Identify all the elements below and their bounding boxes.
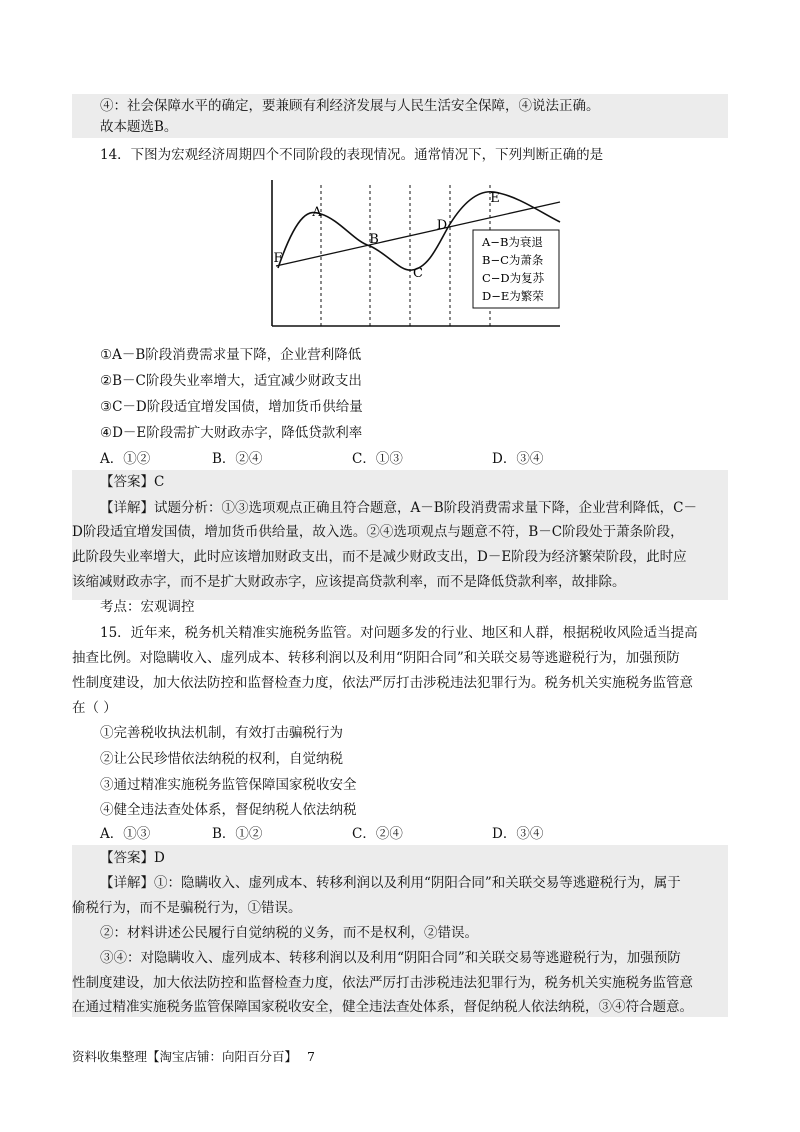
legend-entry-bc: B−C为萧条 <box>482 253 544 267</box>
q15-stem-line-3: 性制度建设，加大依法防控和监督检查力度，依法严厉打击涉税违法犯罪行为。税务机关实施税务监管意 <box>72 675 693 691</box>
q14-option-c: C．①③ <box>352 451 403 467</box>
point-label-d: D <box>436 218 448 233</box>
legend-entry-cd: C−D为复苏 <box>482 271 545 285</box>
q15-statement-3: ③通过精准实施税务监管保障国家税收安全 <box>100 777 357 793</box>
q15-option-b: B．①② <box>212 826 263 842</box>
q15-explain-line-5: 性制度建设，加大依法防控和监督检查力度，依法严厉打击涉税违法犯罪行为，税务机关实施税务监管意 <box>72 975 693 991</box>
q14-explain-line-2: D阶段适宜增发国债，增加货币供给量，故入选。②④选项观点与题意不符，B－C阶段处于萧条阶段， <box>72 524 684 540</box>
q15-stem-line-2: 抽查比例。对隐瞒收入、虚列成本、转移利润以及利用“阴阳合同”和关联交易等逃避税行为，加强预防 <box>72 650 680 666</box>
page-number: 7 <box>307 1049 315 1064</box>
economic-cycle-chart <box>270 180 562 330</box>
q14-option-b: B．②④ <box>212 451 263 467</box>
q15-explain-line-2: 偷税行为，而不是骗税行为，①错误。 <box>72 900 302 916</box>
q14-explain-line-1: 【详解】试题分析：①③选项观点正确且符合题意，A－B阶段消费需求量下降，企业营利降低，C－ <box>100 500 697 516</box>
q15-statement-2: ②让公民珍惜依法纳税的权利，自觉纳税 <box>100 751 343 767</box>
q15-statement-1: ①完善税收执法机制，有效打击骗税行为 <box>100 725 343 741</box>
q15-answer: 【答案】D <box>100 850 165 866</box>
q14-knowledge-point: 考点：宏观调控 <box>100 599 195 615</box>
q15-stem-line-4: 在（ ） <box>72 700 117 716</box>
point-label-a: A <box>312 205 322 220</box>
footer-source: 资料收集整理【淘宝店铺：向阳百分百】 <box>72 1049 298 1064</box>
point-label-f: F <box>273 251 283 266</box>
point-label-c: C <box>413 266 423 281</box>
legend-entry-de: D−E为繁荣 <box>482 289 544 303</box>
point-label-b: B <box>369 232 379 247</box>
q14-statement-2: ②B－C阶段失业率增大，适宜减少财政支出 <box>100 373 362 389</box>
q14-statement-4: ④D－E阶段需扩大财政赤字，降低贷款利率 <box>100 425 363 441</box>
q13-conclusion: 故本题选B。 <box>100 119 178 135</box>
q15-option-d: D．③④ <box>492 826 544 842</box>
page-footer <box>72 1047 315 1065</box>
q14-explain-line-3: 此阶段失业率增大，此时应该增加财政支出，而不是减少财政支出，D－E阶段为经济繁荣阶段，此时应 <box>72 549 687 565</box>
q14-explain-line-4: 该缩减财政赤字，而不是扩大财政赤字，应该提高贷款利率，而不是降低贷款利率，故排除。 <box>72 574 626 590</box>
q15-explain-line-3: ②：材料讲述公民履行自觉纳税的义务，而不是权利，②错误。 <box>100 925 478 941</box>
q13-explain-line: ④：社会保障水平的确定，要兼顾有利经济发展与人民生活安全保障，④说法正确。 <box>100 98 600 114</box>
point-label-e: E <box>490 191 500 206</box>
q14-answer: 【答案】C <box>100 474 165 490</box>
legend-entry-ab: A−B为衰退 <box>482 235 543 249</box>
q14-stem: 14．下图为宏观经济周期四个不同阶段的表现情况。通常情况下，下列判断正确的是 <box>100 147 604 163</box>
q15-stem-line-1: 15．近年来，税务机关精准实施税务监管。对问题多发的行业、地区和人群，根据税收风险适当提高 <box>100 625 698 641</box>
q15-explain-line-4: ③④：对隐瞒收入、虚列成本、转移利润以及利用“阴阳合同”和关联交易等逃避税行为，加强预防 <box>100 950 681 966</box>
q14-option-a: A．①② <box>100 451 151 467</box>
q15-option-a: A．①③ <box>100 826 151 842</box>
q14-option-d: D．③④ <box>492 451 544 467</box>
q15-explain-line-1: 【详解】①：隐瞒收入、虚列成本、转移利润以及利用“阴阳合同”和关联交易等逃避税行为，属于 <box>100 875 681 891</box>
q14-statement-3: ③C－D阶段适宜增发国债，增加货币供给量 <box>100 399 363 415</box>
q14-statement-1: ①A－B阶段消费需求量下降，企业营利降低 <box>100 347 362 363</box>
q15-explain-line-6: 在通过精准实施税务监管保障国家税收安全，健全违法查处体系，督促纳税人依法纳税，③④符合题意。 <box>72 999 693 1015</box>
q15-statement-4: ④健全违法查处体系，督促纳税人依法纳税 <box>100 802 357 818</box>
q15-option-c: C．②④ <box>352 826 403 842</box>
